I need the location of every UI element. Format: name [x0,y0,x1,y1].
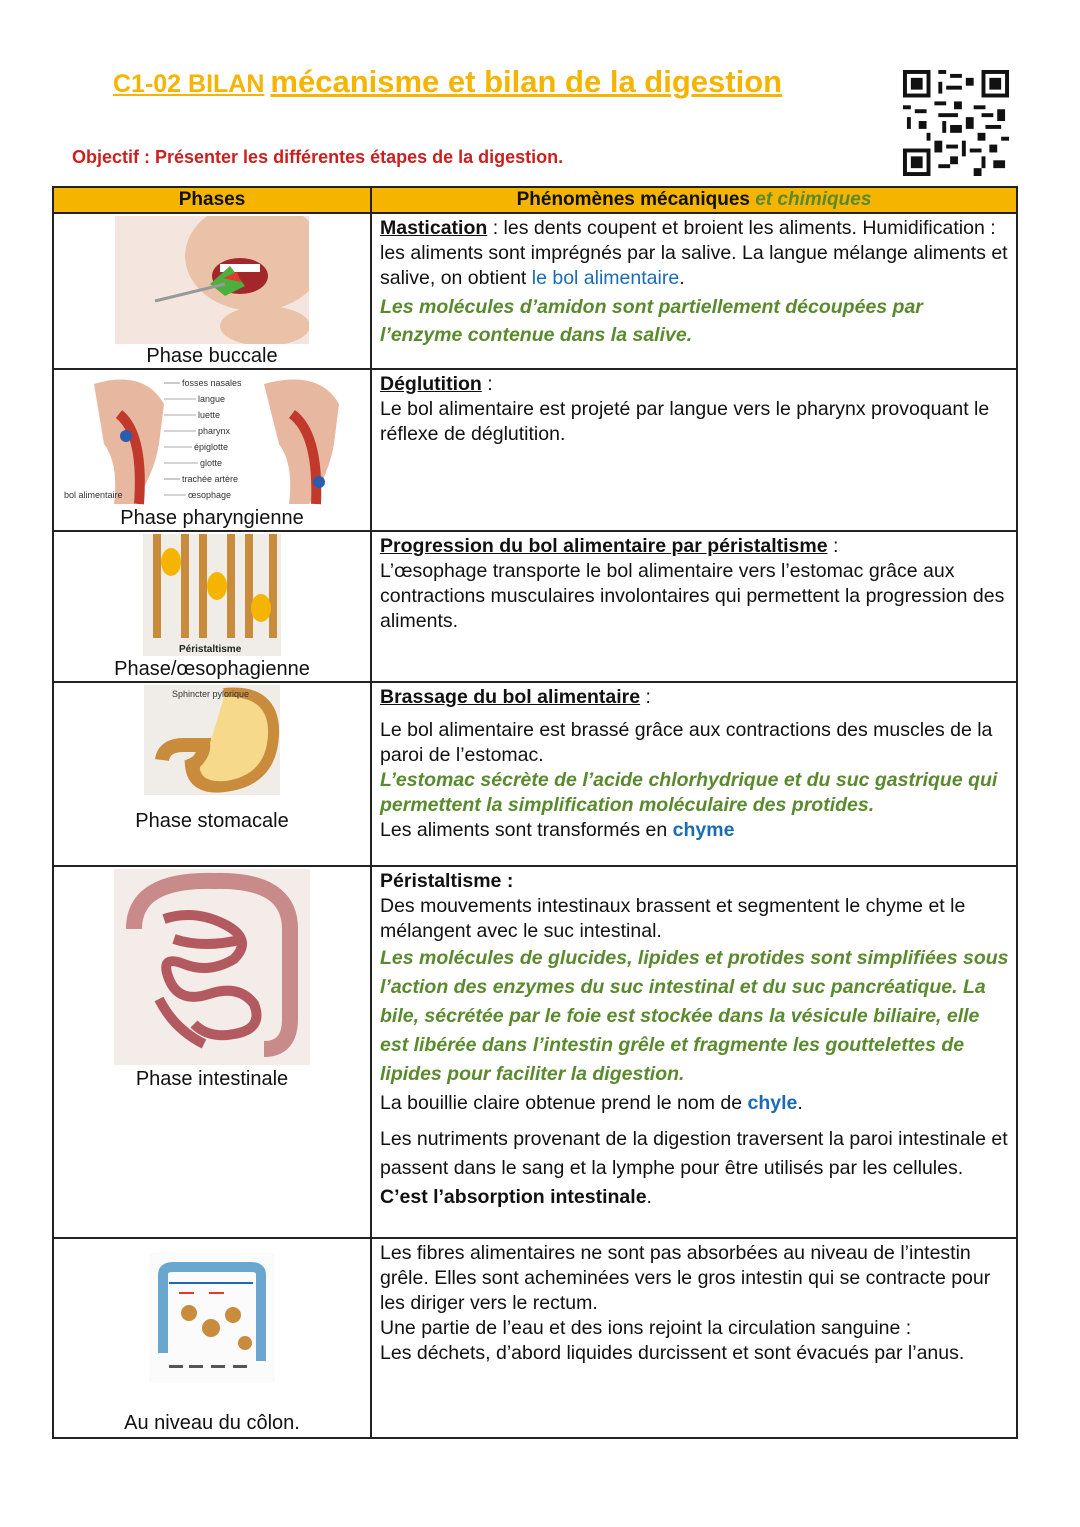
chyle-text [380,1089,1010,1117]
keyword-chyle: chyle [747,1092,798,1114]
stomach-image [144,685,280,795]
keyword-chyme: chyme [672,819,735,841]
mastication-heading: Mastication [380,217,488,239]
qr-code[interactable] [902,70,1010,176]
peristaltism-image [143,534,281,656]
dechets-text: Les déchets, d’abord liquides durcissent et sont évacués par l’anus. [380,1342,965,1364]
chyle-body: La bouillie claire obtenue prend le nom de [380,1092,748,1114]
phase-cell [53,866,371,1238]
label-langue: langue [198,394,226,404]
colon-diagram [149,1253,275,1383]
digestion-table [52,186,1018,1439]
phase-label: Phase intestinale [135,1068,289,1090]
fibres-text: Les fibres alimentaires ne sont pas absorbées au niveau de l’intestin grêle. Elles sont acheminées vers le gros intestin qui se contracte pour les diriger vers le rectum. [380,1242,991,1314]
label-trachee: trachée artère [182,474,239,484]
chyme-text [380,818,1010,843]
phase-label: Phase stomacale [135,810,289,832]
intestine-image [114,869,310,1065]
table-row [53,1238,1017,1438]
heading-suffix: : [640,686,651,708]
chyle-end: . [797,1092,803,1114]
table-row [53,682,1017,866]
table-row [53,369,1017,531]
header-phases: Phases [53,187,371,213]
phenomenon-cell [371,682,1017,866]
phase-cell [53,682,371,866]
phase-label: Phase pharyngienne [120,507,304,529]
phase-label: Phase buccale [146,345,278,367]
label-epiglotte: épiglotte [194,442,229,452]
document-code: C1-02 BILAN [113,70,265,98]
peristaltisme-heading: Péristaltisme : [380,870,514,892]
heading-suffix: : [827,535,839,557]
header-phenomenes-main: Phénomènes mécaniques [516,189,750,210]
pharynx-diagram [64,374,360,508]
sphincter-caption: Sphincter pylorique [172,689,250,699]
brassage-heading: Brassage du bol alimentaire [380,686,641,708]
mastication-end: . [679,267,685,289]
progression-text: L’œsophage transporte le bol alimentaire vers l’estomac grâce aux contractions musculaires involontaires qui permettent la progression des aliments. [380,560,1005,632]
table-row [53,866,1017,1238]
phenomenon-cell [371,866,1017,1238]
absorption-text [380,1125,1010,1212]
objective-text: Objectif : Présenter les différentes étapes de la digestion. [72,147,564,167]
table-header-row [53,187,1017,213]
mouth-eating-image [115,216,309,344]
header-phenomenes [371,187,1017,213]
mastication-text [380,216,1010,291]
document-title: mécanisme et bilan de la digestion [270,64,783,99]
brassage-text: Le bol alimentaire est brassé grâce aux contractions des muscles de la paroi de l’estomac. [380,719,993,766]
label-glotte: glotte [200,458,223,468]
absorption-bold: C’est l’absorption intestinale [380,1186,647,1208]
estomac-text: L’estomac sécrète de l’acide chlorhydrique et du suc gastrique qui permettent la simplification moléculaire des protides. [380,769,998,816]
label-bol-alimentaire: bol alimentaire [64,490,123,500]
phenomenon-cell [371,213,1017,369]
label-fosses-nasales: fosses nasales [182,378,242,388]
phase-cell [53,1238,371,1438]
phase-label: Phase/œsophagienne [114,658,310,680]
progression-heading: Progression du bol alimentaire par péristaltisme [380,535,828,557]
page-title [113,64,782,100]
heading-suffix: : [481,373,493,395]
mastication-body: : les dents coupent et broient les aliments. Humidification : les aliments sont imprégnés par la salive. La langue mélange aliments et salive, on obtient [380,217,1008,289]
peristaltisme-text: Des mouvements intestinaux brassent et segmentent le chyme et le mélangent avec le suc intestinal. [380,895,966,942]
eau-ions-text: Une partie de l’eau et des ions rejoint la circulation sanguine : [380,1317,912,1339]
phenomenon-cell [371,369,1017,531]
table-row [53,531,1017,682]
phase-cell [53,531,371,682]
absorption-body: Les nutriments provenant de la digestion traversent la paroi intestinale et passent dans le sang et la lymphe pour être utilisés par les cellules. [380,1128,1008,1179]
absorption-end: . [646,1186,652,1208]
deglutition-heading: Déglutition [380,373,482,395]
header-phenomenes-chem: et chimiques [755,189,872,210]
keyword-bol: le bol alimentaire [531,267,680,289]
phase-cell [53,369,371,531]
label-oesophage: œsophage [188,490,232,500]
chyme-body: Les aliments sont transformés en [380,819,673,841]
phenomenon-cell [371,1238,1017,1438]
table-row [53,213,1017,369]
phase-cell [53,213,371,369]
peristaltism-caption: Péristaltisme [179,644,242,655]
phenomenon-cell [371,531,1017,682]
phase-label: Au niveau du côlon. [124,1412,300,1434]
label-luette: luette [198,410,221,420]
amidon-text: Les molécules d’amidon sont partiellement découpées par l’enzyme contenue dans la salive. [380,296,923,346]
enzymes-text: Les molécules de glucides, lipides et protides sont simplifiées sous l’action des enzymes du suc intestinal et du suc pancréatique. La bile, sécrétée par le foie est stockée dans la vésicule biliaire, elle est libérée dans l’intestin grêle et fragmente les gouttelettes de lipides pour faciliter la digestion. [380,947,1009,1085]
deglutition-text: Le bol alimentaire est projeté par langue vers le pharynx provoquant le réflexe de déglutition. [380,398,990,445]
label-pharynx: pharynx [198,426,231,436]
